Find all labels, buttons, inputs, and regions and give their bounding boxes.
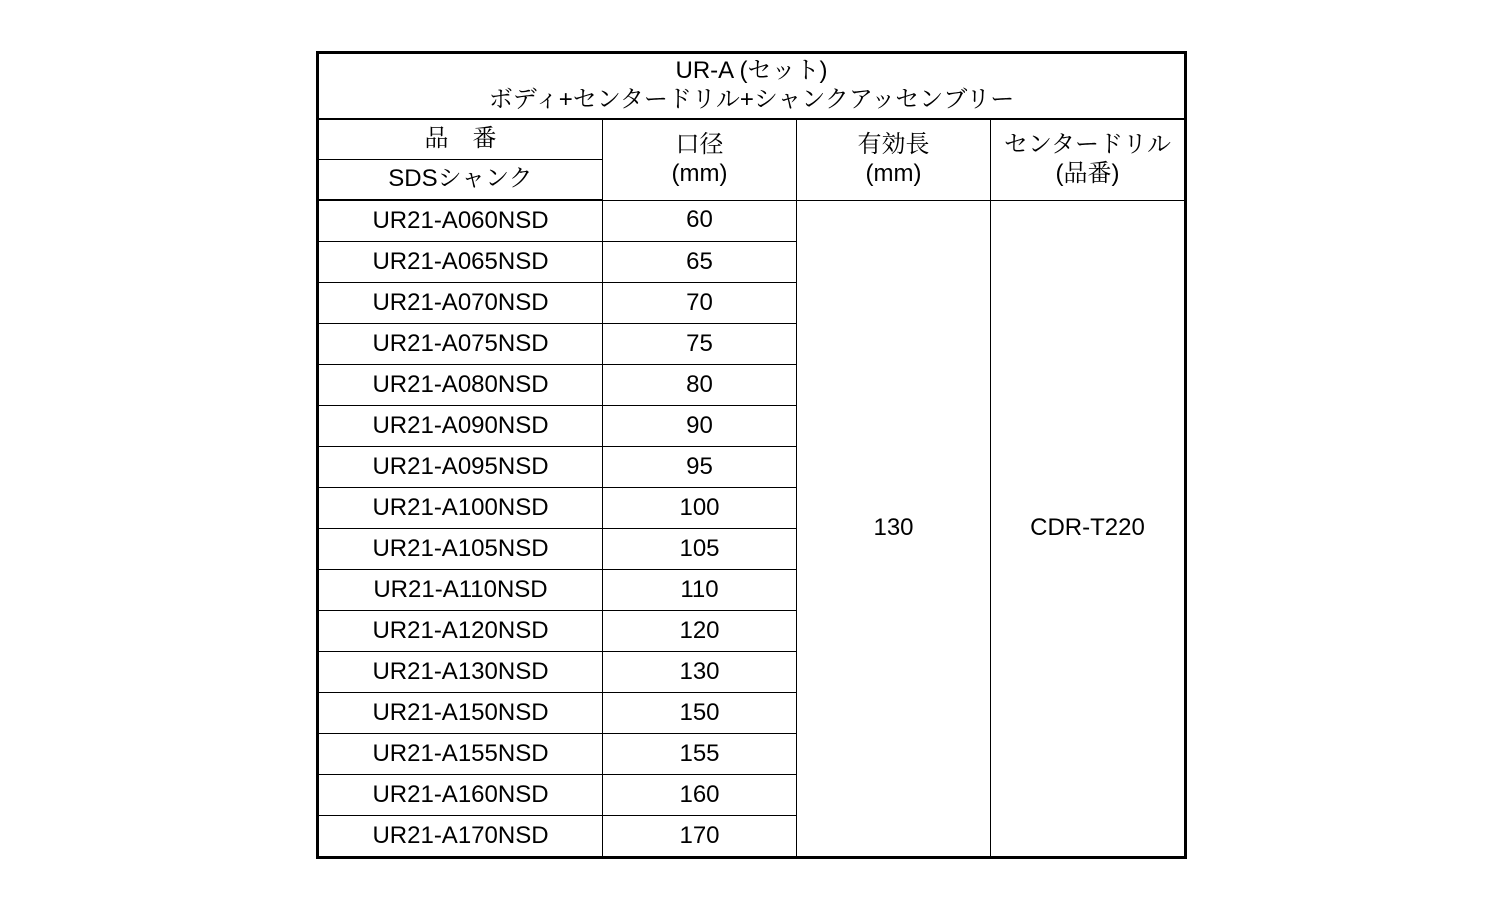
header-row-1: [318, 119, 1186, 160]
diameter-cell: 160: [603, 775, 797, 816]
table-title-line1: UR-A (セット): [675, 57, 828, 85]
part-number-cell: UR21-A090NSD: [318, 406, 603, 447]
title-row: [318, 53, 1186, 120]
part-number-cell: UR21-A105NSD: [318, 529, 603, 570]
diameter-cell: 150: [603, 693, 797, 734]
diameter-cell: 105: [603, 529, 797, 570]
part-number-cell: UR21-A060NSD: [318, 200, 603, 242]
header-center-drill: [991, 119, 1186, 200]
diameter-cell: 65: [603, 242, 797, 283]
header-sds-shank: SDSシャンク: [318, 160, 603, 201]
diameter-cell: 170: [603, 816, 797, 858]
center-drill-cell: CDR-T220: [991, 200, 1186, 858]
header-diameter-unit: (mm): [671, 159, 728, 187]
header-center-drill-sub: (品番): [1055, 159, 1120, 187]
diameter-cell: 60: [603, 200, 797, 242]
diameter-cell: 155: [603, 734, 797, 775]
diameter-cell: 80: [603, 365, 797, 406]
part-number-cell: UR21-A095NSD: [318, 447, 603, 488]
part-number-cell: UR21-A080NSD: [318, 365, 603, 406]
part-number-cell: UR21-A100NSD: [318, 488, 603, 529]
header-effective-length: [797, 119, 991, 200]
diameter-cell: 100: [603, 488, 797, 529]
part-number-cell: UR21-A070NSD: [318, 283, 603, 324]
part-number-cell: UR21-A075NSD: [318, 324, 603, 365]
part-number-cell: UR21-A170NSD: [318, 816, 603, 858]
diameter-cell: 70: [603, 283, 797, 324]
spec-table: [316, 51, 1187, 859]
diameter-cell: 95: [603, 447, 797, 488]
diameter-cell: 130: [603, 652, 797, 693]
effective-length-cell: 130: [797, 200, 991, 858]
header-diameter-label: 口径: [675, 130, 724, 158]
diameter-cell: 120: [603, 611, 797, 652]
part-number-cell: UR21-A130NSD: [318, 652, 603, 693]
header-part-number: 品 番: [318, 119, 603, 160]
diameter-cell: 90: [603, 406, 797, 447]
header-diameter: [603, 119, 797, 200]
part-number-cell: UR21-A065NSD: [318, 242, 603, 283]
part-number-cell: UR21-A160NSD: [318, 775, 603, 816]
diameter-cell: 110: [603, 570, 797, 611]
part-number-cell: UR21-A155NSD: [318, 734, 603, 775]
header-effective-length-label: 有効長: [857, 130, 930, 158]
part-number-cell: UR21-A120NSD: [318, 611, 603, 652]
table-title: [318, 53, 1186, 120]
table-title-line2: ボディ+センタードリル+シャンクアッセンブリー: [488, 86, 1015, 113]
table-row: [318, 200, 1186, 242]
part-number-cell: UR21-A110NSD: [318, 570, 603, 611]
header-effective-length-unit: (mm): [865, 159, 922, 187]
diameter-cell: 75: [603, 324, 797, 365]
header-center-drill-label: センタードリル: [1003, 130, 1172, 158]
part-number-cell: UR21-A150NSD: [318, 693, 603, 734]
